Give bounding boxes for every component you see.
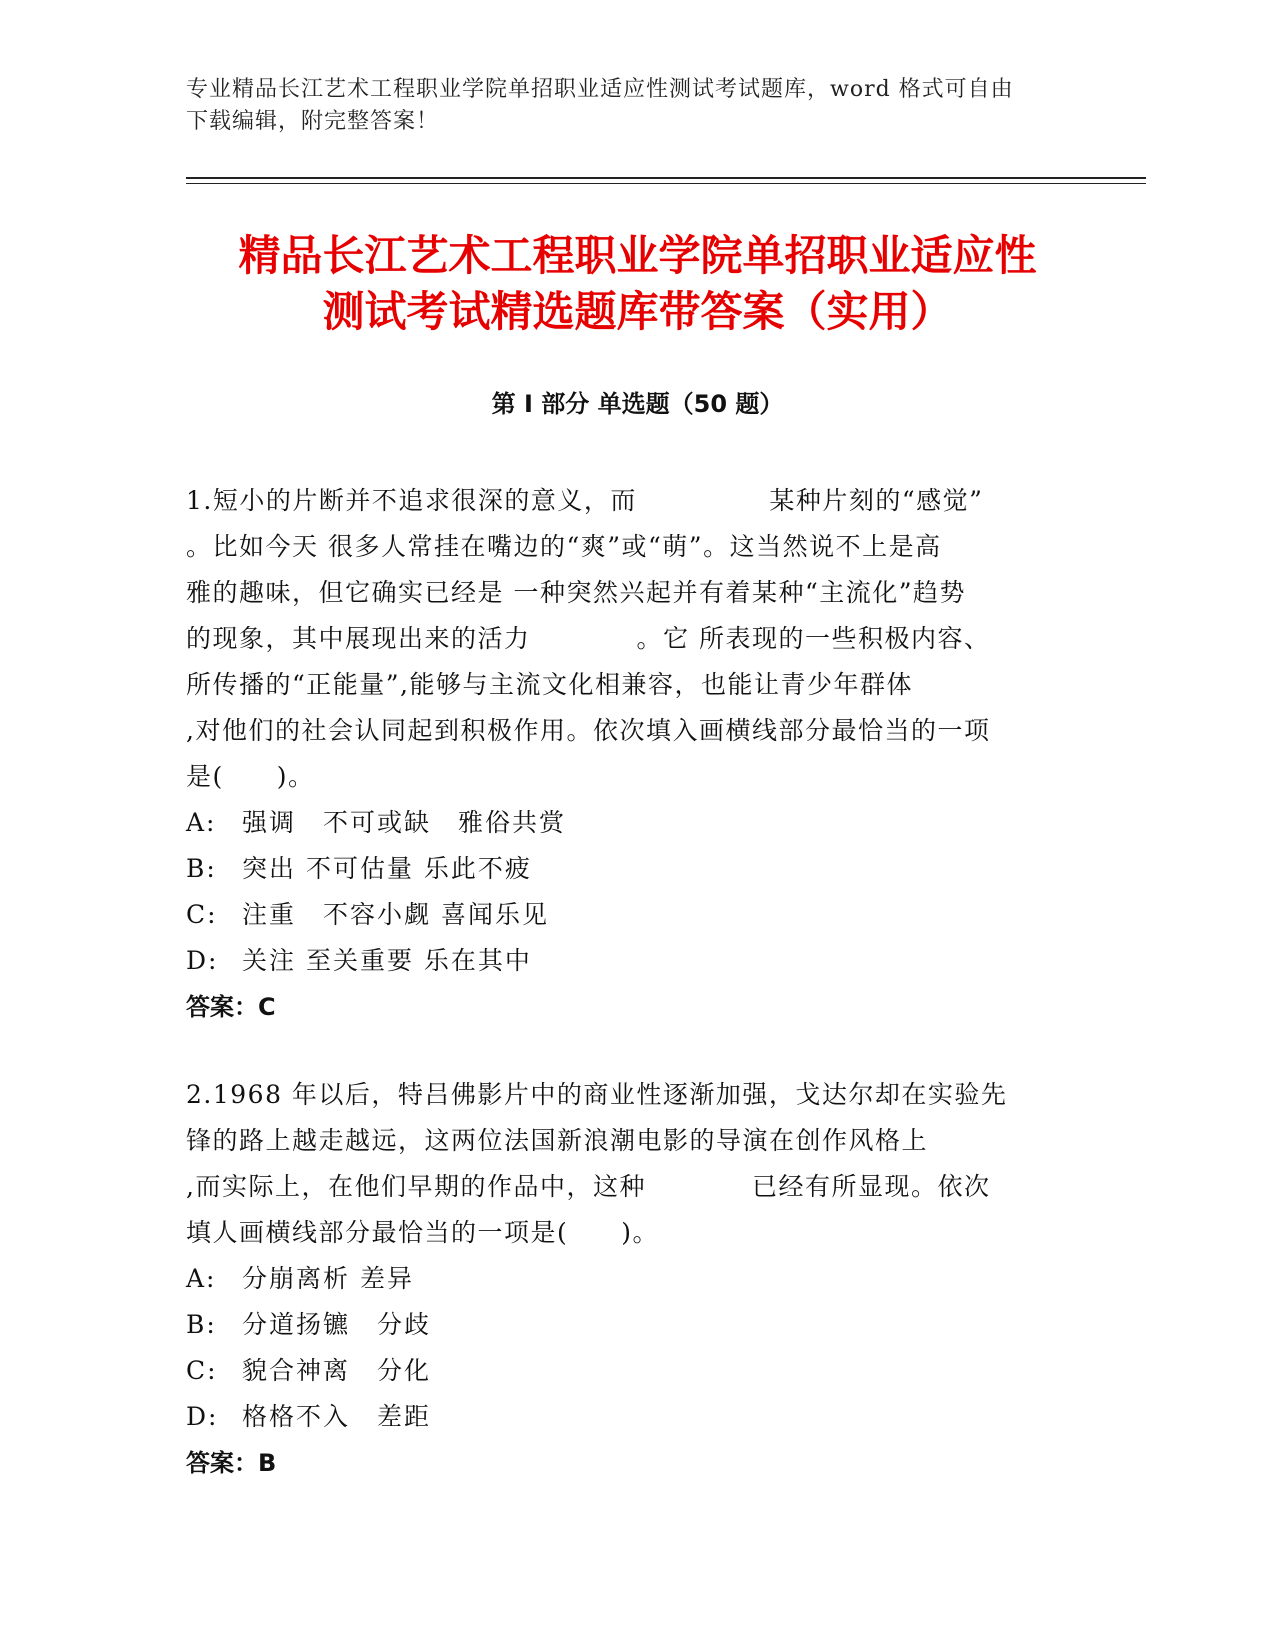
question-stem xyxy=(186,478,1066,800)
option-key: D: xyxy=(186,946,219,975)
option-b xyxy=(186,1302,1066,1348)
option-b xyxy=(186,846,1066,892)
option-text: 关注 至关重要 乐在其中 xyxy=(242,946,532,975)
page-header xyxy=(186,74,1066,138)
option-c xyxy=(186,892,1066,938)
option-key: A: xyxy=(186,1264,217,1293)
title-line-2: 测试考试精选题库带答案（实用） xyxy=(322,287,953,336)
stem-line: ,对他们的社会认同起到积极作用。依次填入画横线部分最恰当的一项 xyxy=(186,716,991,745)
stem-line: 所传播的“正能量”,能够与主流文化相兼容，也能让青少年群体 xyxy=(186,670,914,699)
stem-line: 是( )。 xyxy=(186,762,315,791)
header-divider-thin xyxy=(186,183,1146,184)
option-d xyxy=(186,1394,1066,1440)
option-text: 强调 不可或缺 雅俗共赏 xyxy=(242,808,567,837)
option-a xyxy=(186,800,1066,846)
option-text: 格格不入 差距 xyxy=(242,1402,432,1431)
answer: 答案：C xyxy=(186,993,276,1021)
question-1 xyxy=(186,478,1066,1030)
stem-line: ,而实际上，在他们早期的作品中，这种 已经有所显现。依次 xyxy=(186,1172,991,1201)
option-d xyxy=(186,938,1066,984)
option-key: A: xyxy=(186,808,217,837)
header-divider-thick xyxy=(186,177,1146,179)
option-text: 注重 不容小觑 喜闻乐见 xyxy=(242,900,549,929)
question-stem xyxy=(186,1072,1066,1256)
stem-line: 2.1968 年以后，特吕佛影片中的商业性逐渐加强，戈达尔却在实验先 xyxy=(186,1080,1008,1109)
option-key: B: xyxy=(186,854,217,883)
option-key: C: xyxy=(186,1356,218,1385)
option-key: D: xyxy=(186,1402,219,1431)
answer: 答案：B xyxy=(186,1449,277,1477)
title-line-1: 精品长江艺术工程职业学院单招职业适应性 xyxy=(238,231,1037,280)
header-line-1: 专业精品长江艺术工程职业学院单招职业适应性测试考试题库，word 格式可自由 xyxy=(186,77,1014,102)
stem-line: 雅的趣味，但它确实已经是 一种突然兴起并有着某种“主流化”趋势 xyxy=(186,578,967,607)
option-text: 分道扬镳 分歧 xyxy=(242,1310,432,1339)
question-2 xyxy=(186,1072,1066,1486)
option-text: 貌合神离 分化 xyxy=(242,1356,432,1385)
option-a xyxy=(186,1256,1066,1302)
option-key: B: xyxy=(186,1310,217,1339)
document-title xyxy=(150,228,1125,340)
option-c xyxy=(186,1348,1066,1394)
header-line-2: 下载编辑，附完整答案！ xyxy=(186,109,440,134)
option-text: 突出 不可估量 乐此不疲 xyxy=(242,854,532,883)
stem-line: 锋的路上越走越远，这两位法国新浪潮电影的导演在创作风格上 xyxy=(186,1126,929,1155)
section-heading: 第 I 部分 单选题（50 题） xyxy=(491,390,784,418)
stem-line: 。比如今天 很多人常挂在嘴边的“爽”或“萌”。这当然说不上是高 xyxy=(186,532,942,561)
stem-line: 的现象，其中展现出来的活力 。它 所表现的一些积极内容、 xyxy=(186,624,991,653)
stem-line: 填人画横线部分最恰当的一项是( )。 xyxy=(186,1218,660,1247)
option-key: C: xyxy=(186,900,218,929)
option-text: 分崩离析 差异 xyxy=(242,1264,414,1293)
stem-line: 1.短小的片断并不追求很深的意义，而 某种片刻的“感觉” xyxy=(186,486,984,515)
